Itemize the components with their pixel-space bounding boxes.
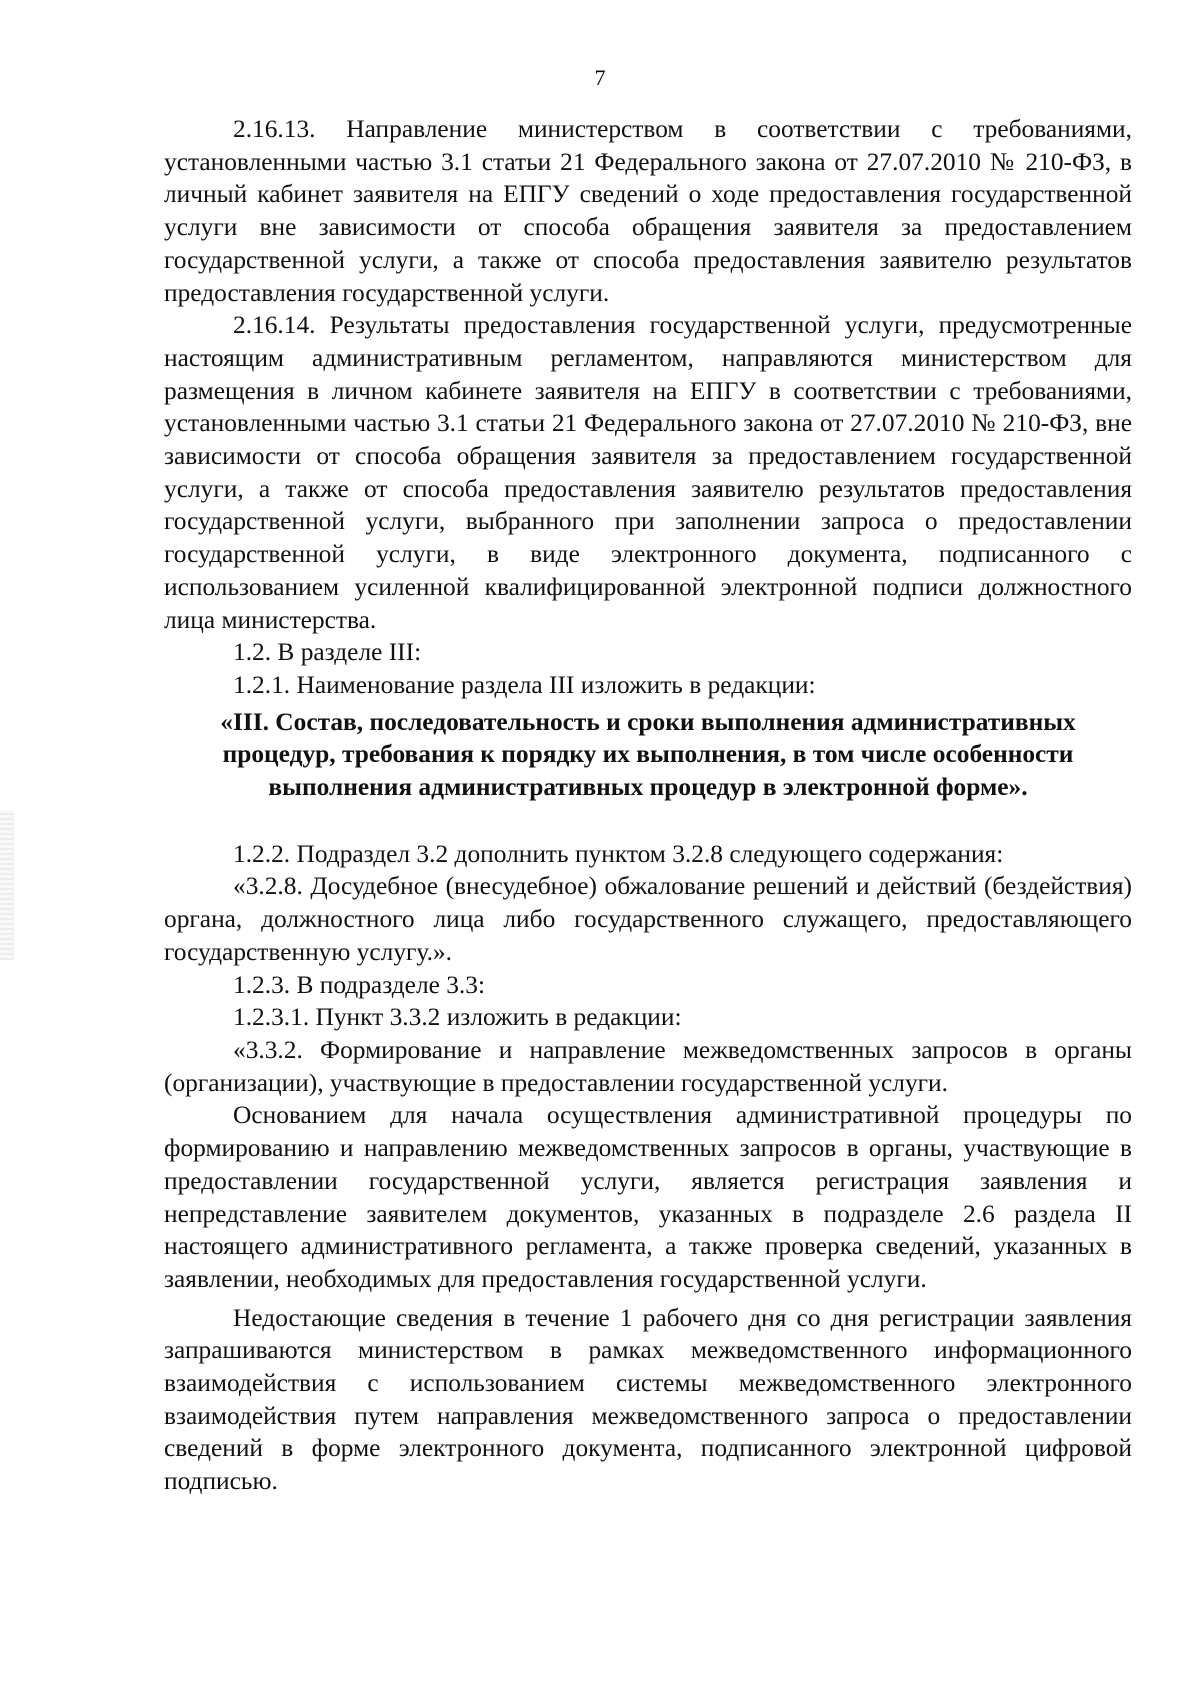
paragraph-1-2-3-1: 1.2.3.1. Пункт 3.3.2 изложить в редакции: (233, 1003, 682, 1032)
paragraph-2-16-14: 2.16.14. Результаты предоставления государственной услуги, предусмотренные настоящим административным регламентом, направляются министерством для размещения в личном кабинете заявителя на ЕПГУ в соответствии с требованиями, установленными частью 3.1 статьи 21 Федерального закона от 27.07.2010 № 210-ФЗ, вне зависимости от способа обращения заявителя за предоставлением государственной услуги, а также от способа предоставления заявителю результатов предоставления государственной услуги, выбранного при заполнении запроса о предоставлении государственной услуги, в виде электронного документа, подписанного с использованием усиленной квалифицированной электронной подписи должностного лица министерства. (164, 311, 1132, 634)
paragraph-1-2-3: 1.2.3. В подразделе 3.3: (233, 970, 486, 999)
document-body (164, 113, 1132, 1498)
spacer (164, 804, 1132, 838)
page-number: 7 (594, 65, 606, 90)
paragraph-1-2: 1.2. В разделе III: (233, 638, 422, 667)
paragraph-2-16-13: 2.16.13. Направление министерством в соответствии с требованиями, установленными частью 3.1 статьи 21 Федерального закона от 27.07.2010 № 210-ФЗ, в личный кабинет заявителя на ЕПГУ сведений о ходе предоставления государственной услуги вне зависимости от способа обращения заявителя за предоставлением государственной услуги, а также от способа предоставления заявителю результатов предоставления государственной услуги. (164, 115, 1132, 307)
paragraph-1-2-2: 1.2.2. Подраздел 3.2 дополнить пунктом 3.2.8 следующего содержания: (233, 839, 1004, 868)
paragraph-1-2-1: 1.2.1. Наименование раздела III изложить в редакции: (233, 670, 816, 699)
paragraph-basis: Основанием для начала осуществления административной процедуры по формированию и направлению межведомственных запросов в органы, участвующие в предоставлении государственной услуги, является регистрация заявления и непредставление заявителем документов, указанных в подразделе 2.6 раздела II настоящего административного регламента, а также проверка сведений, указанных в заявлении, необходимых для предоставления государственной услуги. (164, 1101, 1132, 1293)
paragraph-3-2-8: «3.2.8. Досудебное (внесудебное) обжалование решений и действий (бездействия) органа, должностного лица либо государственного служащего, предоставляющего государственную услугу.». (164, 872, 1132, 966)
scan-edge-artifact (0, 810, 14, 960)
paragraph-3-3-2: «3.3.2. Формирование и направление межведомственных запросов в органы (организации), участвующие в предоставлении государственной услуги. (164, 1035, 1132, 1097)
section-heading: «III. Состав, последовательность и сроки выполнения административных процедур, требования к порядку их выполнения, в том числе особенности выполнения административных процедур в электронной форме». (220, 707, 1076, 802)
paragraph-missing-info: Недостающие сведения в течение 1 рабочего дня со дня регистрации заявления запрашиваются министерством в рамках межведомственного информационного взаимодействия с использованием системы межведомственного электронного взаимодействия путем направления межведомственного запроса о предоставлении сведений в форме электронного документа, подписанного электронной цифровой подписью. (164, 1303, 1132, 1496)
